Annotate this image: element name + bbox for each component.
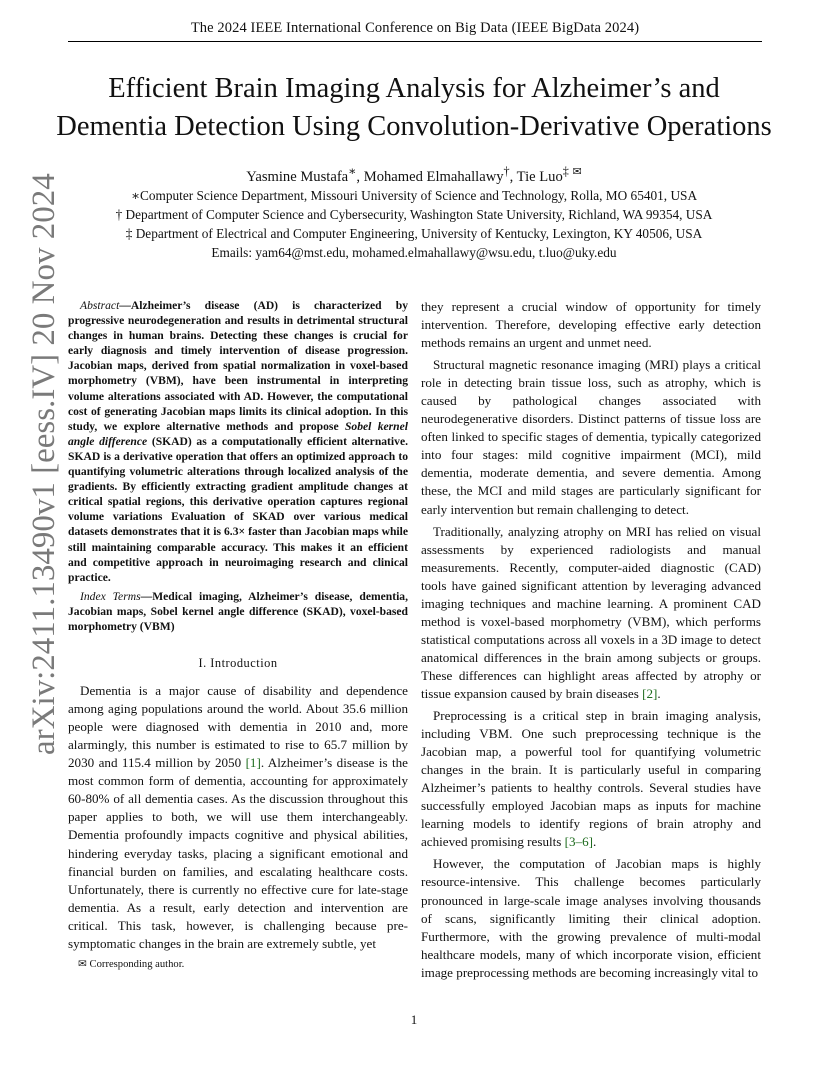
intro-text: Traditionally, analyzing atrophy on MRI has relied on visual assessments by experienced radiologists and manual measurements. Recently, computer-aided diagnostic (CAD) tools have gained significant attention by leveraging advanced imaging techniques and machine learning. A prominent CAD method is voxel-based morphometry (VBM), which performs statistical computations across all voxels in a 3D image to detect anatomical differences in the brain among subjects or groups. These differences can highlight areas affected by atrophy or tissue expansion caused by brain diseases — [421, 523, 761, 701]
envelope-icon: ✉ — [78, 959, 87, 970]
paper-title — [40, 70, 788, 146]
running-head: The 2024 IEEE International Conference on Big Data (IEEE BigData 2024) — [190, 20, 640, 36]
abstract-text-2: (SKAD) as a computationally efficient alternative. SKAD is a derivative operation that offers an optimized approach to quantifying volumetric alterations through localized analysis of the gradients. By efficiently extracting gradient amplitude changes at critical spatial regions, this derivative operation captures regional volume variations Evaluation of SKAD over various medical datasets demonstrates that it is 6.3× faster than Jacobian maps while still maintaining comparable accuracy. This makes it an efficient and competitive approach in neuroimaging research and clinical practice. — [68, 434, 408, 584]
author-3-mark: ‡ — [562, 164, 569, 178]
envelope-icon: ✉ — [572, 166, 582, 178]
author-1: Yasmine Mustafa — [246, 168, 349, 185]
right-column — [421, 298, 761, 986]
intro-text: Dementia is a major cause of disability and dependence among aging populations around the world. About 35.6 million people were diagnosed with dementia in 2010 and, more alarmingly, this number is estimated to rise to 65.7 million by 2030 and 115.4 million by 2050 — [68, 683, 408, 771]
affiliation-1: ∗Computer Science Department, Missouri University of Science and Technology, Rolla, MO 65401, USA — [130, 188, 698, 203]
affiliation-3: ‡ Department of Electrical and Computer Engineering, University of Kentucky, Lexington, KY 40506, USA — [125, 226, 703, 241]
abstract-text-1: —Alzheimer’s disease (AD) is characterized by progressive neurodegeneration and results in detrimental structural changes in human brains. Detecting these changes is crucial for early diagnosis and timely intervention of disease progression. Jacobian maps, derived from spatial normalization in voxel-based morphometry (VBM), have been instrumental in interpreting volume alterations associated with AD. However, the computational cost of generating Jacobian maps limits its clinical adoption. In this study, we explore alternative methods and propose — [68, 299, 408, 433]
abstract — [68, 298, 408, 585]
intro-text: . — [657, 685, 661, 701]
affiliation-2: † Department of Computer Science and Cybersecurity, Washington State University, Richland, WA 99354, USA — [115, 207, 713, 222]
author-2-mark: † — [503, 164, 510, 178]
citation-link[interactable]: [1] — [245, 755, 261, 771]
page-number: 1 — [410, 1012, 418, 1027]
intro-text: . — [593, 834, 597, 850]
abstract-lead: Abstract — [80, 299, 120, 312]
intro-text: . Alzheimer’s disease is the most common form of dementia, accounting for approximately 60-80% of all dementia cases. As the discussion throughout this paper applies to both, we will use them interchangeably. Dementia profoundly impacts cognitive and physical abilities, hindering everyday tasks, placing a significant emotional and financial burden on families, and escalating healthcare costs. Unfortunately, there is currently no effective cure for late-stage dementia. As a result, early detection and intervention are critical. This task, however, is challenging because pre-symptomatic changes in the brain are extremely subtle, yet — [68, 755, 408, 951]
author-list: Yasmine Mustafa∗, Mohamed Elmahallawy†, Tie Luo‡ ✉ — [246, 164, 582, 185]
intro-paragraph-3 — [421, 523, 761, 703]
emails: Emails: yam64@mst.edu, mohamed.elmahallawy@wsu.edu, t.luo@uky.edu — [211, 245, 617, 260]
intro-paragraph-2: Structural magnetic resonance imaging (MRI) plays a critical role in detecting brain tissue loss, such as atrophy, which is caused by pathological changes associated with neurodegenerative disorders. Distinct patterns of tissue loss are often linked to specific stages of dementia, typically categorized into four stages: mild cognitive impairment (MCI), mild dementia, moderate dementia, and severe dementia. Among these, the MCI and mild stages are particularly significant for early intervention but remain challenging to detect. — [421, 357, 761, 517]
header-rule — [68, 41, 762, 42]
title-line-2: Dementia Detection Using Convolution-Derivative Operations — [56, 111, 772, 142]
index-terms — [68, 589, 408, 634]
title-line-1: Efficient Brain Imaging Analysis for Alzheimer’s and — [108, 73, 720, 104]
section-heading-introduction: I. Introduction — [198, 656, 278, 671]
intro-text: Preprocessing is a critical step in brain imaging analysis, including VBM. One such preprocessing technique is the Jacobian map, a powerful tool for quantifying volumetric changes in the brain. It is particularly useful in comparing Alzheimer’s patients to healthy controls. Several studies have successfully employed Jacobian maps as inputs for machine learning models to identify regions of brain atrophy and achieved promising results — [421, 708, 761, 850]
index-terms-lead: Index Terms — [80, 589, 141, 603]
intro-paragraph-1 — [68, 682, 408, 953]
citation-link[interactable]: [2] — [642, 685, 658, 701]
left-column — [68, 298, 408, 957]
affiliations — [60, 186, 768, 262]
author-1-mark: ∗ — [348, 164, 357, 178]
citation-link[interactable]: [3–6] — [564, 834, 594, 850]
abstract-italic: Sobel kernel angle difference — [68, 419, 408, 448]
author-3: Tie Luo — [516, 168, 563, 185]
intro-paragraph-5: However, the computation of Jacobian maps is highly resource-intensive. This challenge becomes particularly pronounced in large-scale image analyses involving thousands of scans, significantly limiting their clinical adoption. Furthermore, with the growing prevalence of multi-modal healthcare models, many of which incorporate vision, efficient image preprocessing methods are becoming increasingly vital to — [421, 856, 761, 980]
footnote — [78, 958, 184, 970]
author-2: Mohamed Elmahallawy — [363, 168, 504, 185]
intro-paragraph-4 — [421, 707, 761, 851]
index-terms-text: —Medical imaging, Alzheimer’s disease, dementia, Jacobian maps, Sobel kernel angle difference (SKAD), voxel-based morphometry (VBM) — [68, 589, 408, 633]
arxiv-stamp: arXiv:2411.13490v1 [eess.IV] 20 Nov 2024 — [26, 173, 62, 755]
footnote-text: Corresponding author. — [89, 959, 185, 970]
intro-paragraph-cont: they represent a crucial window of opportunity for timely intervention. Therefore, developing effective early detection methods remains an urgent and unmet need. — [421, 299, 761, 351]
